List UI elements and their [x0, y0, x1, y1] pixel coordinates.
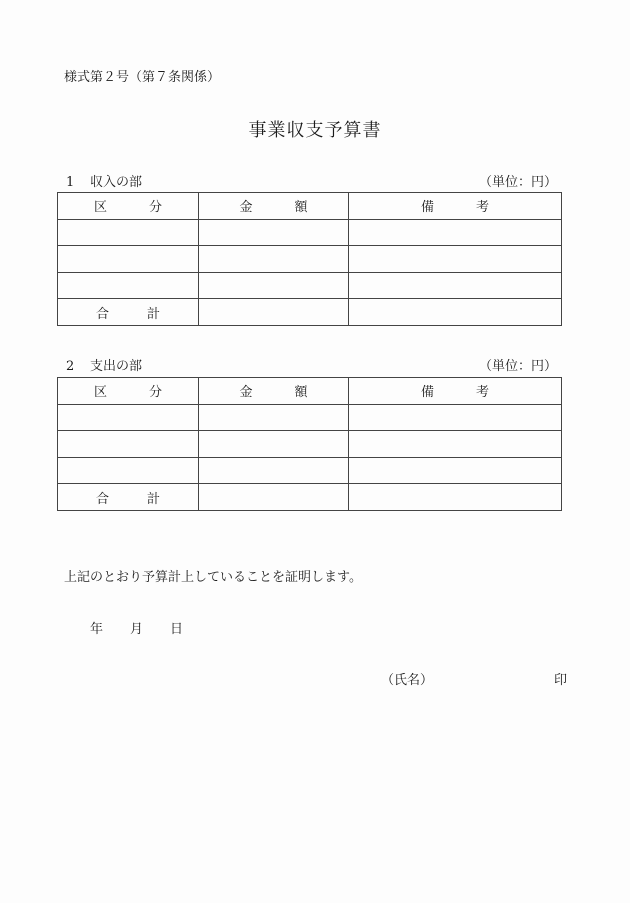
expense-cell-amount[interactable]	[199, 404, 349, 431]
table-row	[58, 219, 562, 246]
table-row	[58, 457, 562, 484]
certification-statement: 上記のとおり予算計上していることを証明します。	[64, 570, 362, 585]
income-cell-amount[interactable]	[199, 272, 349, 299]
income-header-amount: 金 額	[199, 193, 349, 220]
expense-cell-category[interactable]	[58, 431, 199, 458]
name-label: （氏名）	[381, 673, 434, 688]
expense-section-heading	[66, 355, 142, 374]
expense-cell-amount[interactable]	[199, 431, 349, 458]
income-total-amount[interactable]	[199, 299, 349, 326]
expense-cell-amount[interactable]	[199, 457, 349, 484]
income-header-row	[58, 193, 562, 220]
expense-total-row	[58, 484, 562, 511]
income-section-title: 収入の部	[90, 175, 143, 190]
expense-total-amount[interactable]	[199, 484, 349, 511]
table-row	[58, 246, 562, 273]
income-cell-remarks[interactable]	[349, 272, 562, 299]
income-cell-amount[interactable]	[199, 246, 349, 273]
income-table	[57, 192, 562, 326]
expense-total-label: 合 計	[58, 484, 199, 511]
expense-header-row	[58, 378, 562, 405]
income-cell-category[interactable]	[58, 272, 199, 299]
date-day-label: 日	[170, 622, 184, 637]
date-line	[90, 618, 183, 637]
income-section-heading	[66, 171, 142, 190]
form-number: 様式第２号（第７条関係）	[64, 70, 221, 85]
expense-header-remarks: 備 考	[349, 378, 562, 405]
expense-cell-remarks[interactable]	[349, 404, 562, 431]
income-cell-remarks[interactable]	[349, 246, 562, 273]
table-row	[58, 404, 562, 431]
expense-cell-category[interactable]	[58, 457, 199, 484]
expense-header-category: 区 分	[58, 378, 199, 405]
expense-header-amount: 金 額	[199, 378, 349, 405]
income-total-label: 合 計	[58, 299, 199, 326]
expense-cell-remarks[interactable]	[349, 431, 562, 458]
expense-cell-category[interactable]	[58, 404, 199, 431]
expense-section-title: 支出の部	[90, 359, 143, 374]
expense-total-remarks[interactable]	[349, 484, 562, 511]
income-section-number: 1	[66, 175, 75, 190]
expense-unit-label: （単位：円）	[478, 359, 557, 374]
expense-section-number: 2	[66, 359, 75, 374]
income-cell-category[interactable]	[58, 219, 199, 246]
seal-label: 印	[554, 673, 568, 688]
table-row	[58, 431, 562, 458]
date-month-label: 月	[130, 622, 144, 637]
income-cell-amount[interactable]	[199, 219, 349, 246]
date-year-label: 年	[90, 622, 104, 637]
income-header-remarks: 備 考	[349, 193, 562, 220]
expense-cell-remarks[interactable]	[349, 457, 562, 484]
document-title: 事業収支予算書	[248, 120, 382, 141]
income-total-remarks[interactable]	[349, 299, 562, 326]
income-cell-category[interactable]	[58, 246, 199, 273]
expense-table	[57, 377, 562, 511]
income-header-category: 区 分	[58, 193, 199, 220]
table-row	[58, 272, 562, 299]
income-cell-remarks[interactable]	[349, 219, 562, 246]
income-total-row	[58, 299, 562, 326]
income-unit-label: （単位：円）	[478, 175, 557, 190]
